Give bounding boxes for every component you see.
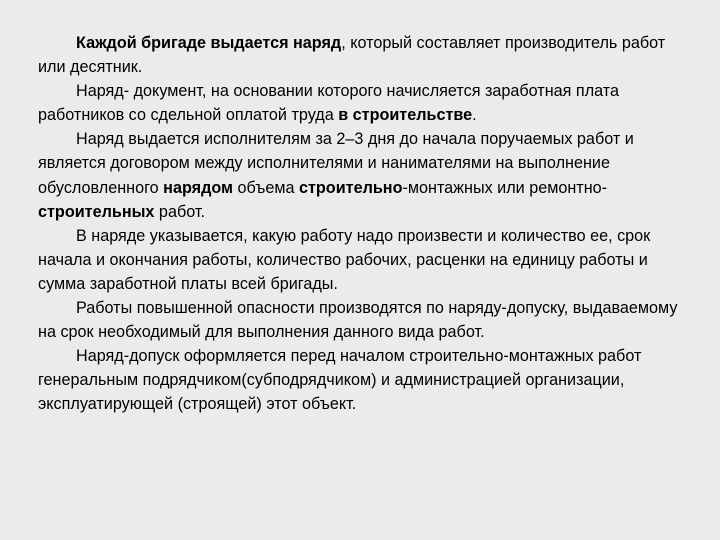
bold-text: строительных (38, 202, 155, 221)
text-span: Наряд выдается исполнителям за 2–3 дня до начала поручаемых работ и является договором между исполнителями и нанимателями на выполнение обусловленного (38, 130, 634, 197)
paragraph-2 (38, 79, 678, 127)
paragraph-3 (38, 127, 678, 223)
text-span: -монтажных или ремонтно- (402, 178, 608, 197)
text-span: Работы повышенной опасности производятся по наряду-допуску, выдаваемому на срок необходимый для выполнения данного вида работ. (38, 299, 678, 342)
text-span: Наряд-допуск оформляется перед началом строительно-монтажных работ генеральным подрядчиком(субподрядчиком) и администрацией организации, эксплуатирующей (строящей) этот объект. (38, 347, 642, 414)
bold-text: строительно (298, 178, 403, 197)
text-span: работ. (154, 202, 205, 221)
bold-text: нарядом (163, 178, 233, 197)
paragraph-5 (38, 296, 678, 344)
text-span: . (472, 106, 477, 125)
text-span: объема (233, 178, 299, 197)
bold-text: в строительстве (338, 106, 473, 125)
text-span: В наряде указывается, какую работу надо произвести и количество ее, срок начала и окончания работы, количество рабочих, расценки на единицу работы и сумма заработной платы всей бригады. (38, 226, 651, 293)
body-text (38, 31, 678, 417)
text-span: , который составляет производитель работ или десятник. (38, 34, 666, 77)
paragraph-4 (38, 224, 678, 296)
text-span: Наряд- документ, на основании которого начисляется заработная плата работников со сдельной оплатой труда (38, 82, 620, 125)
paragraph-1 (38, 31, 678, 79)
bold-text: Каждой бригаде выдается наряд (76, 34, 342, 52)
paragraph-6 (38, 344, 678, 416)
